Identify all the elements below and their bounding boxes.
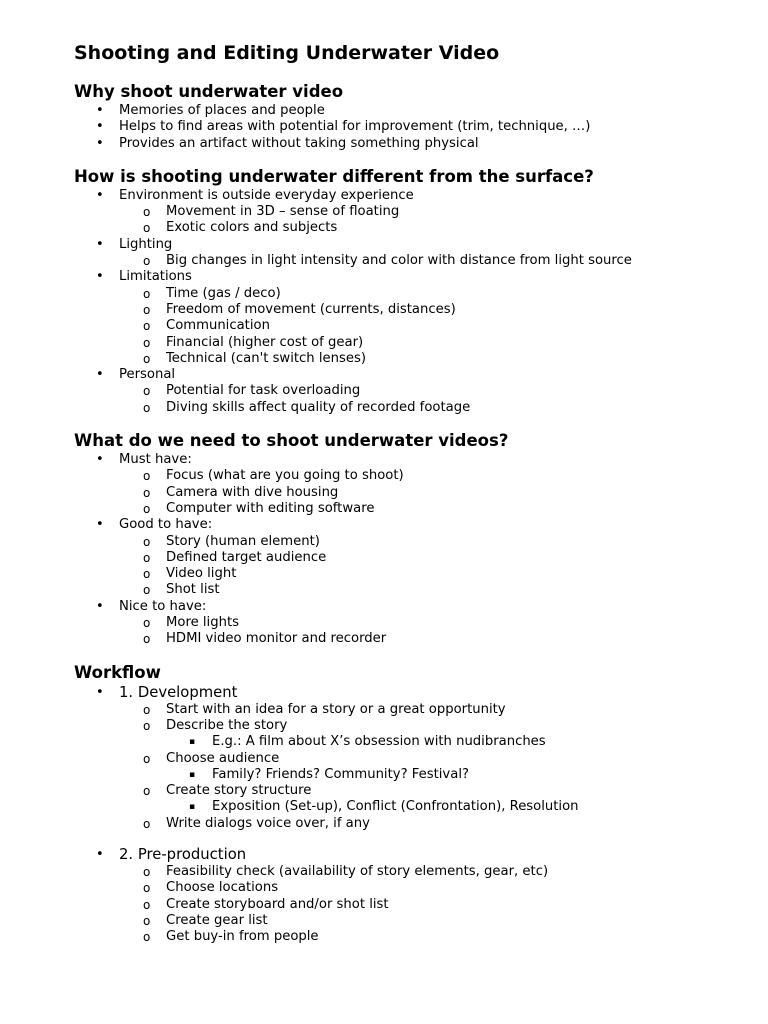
list-item: [74, 846, 744, 945]
list-item-text: Feasibility check (availability of story elements, gear, etc): [166, 863, 549, 879]
list-item-text: Start with an idea for a story or a great opportunity: [166, 701, 506, 717]
section: [74, 81, 744, 152]
circle-bullet-icon: o: [143, 319, 151, 334]
bullet-icon: •: [96, 367, 104, 383]
list-item-text: Movement in 3D – sense of floating: [166, 204, 400, 220]
circle-bullet-icon: o: [143, 485, 151, 500]
circle-bullet-icon: o: [143, 384, 151, 399]
spacer: [74, 832, 744, 846]
list-item: [74, 517, 744, 598]
bullet-icon: •: [96, 135, 104, 151]
list-item: [74, 103, 744, 119]
circle-bullet-icon: o: [143, 351, 151, 366]
list-item-text: Video light: [166, 566, 237, 582]
circle-bullet-icon: o: [143, 302, 151, 317]
circle-bullet-icon: o: [143, 718, 151, 733]
list-item-text: Write dialogs voice over, if any: [166, 815, 370, 831]
list-item: [74, 468, 744, 484]
list-item: [74, 702, 744, 718]
list-item: [74, 684, 744, 832]
list-item-text: Create gear list: [166, 912, 268, 928]
list-item-text: Limitations: [119, 269, 192, 285]
list-item-text: Diving skills affect quality of recorded footage: [166, 399, 471, 415]
circle-bullet-icon: o: [143, 534, 151, 549]
list-item-text: Create storyboard and/or shot list: [166, 896, 389, 912]
document-title: Shooting and Editing Underwater Video: [74, 42, 500, 64]
list-item: [74, 816, 744, 832]
circle-bullet-icon: o: [143, 784, 151, 799]
list-item: [74, 550, 744, 566]
list-item-text: Good to have:: [119, 517, 213, 533]
list-item: [74, 269, 744, 367]
list-item: [74, 351, 744, 367]
circle-bullet-icon: o: [143, 881, 151, 896]
list-item-text: Big changes in light intensity and color with distance from light source: [166, 253, 632, 269]
list-item: [74, 302, 744, 318]
circle-bullet-icon: o: [143, 864, 151, 879]
list-item: [74, 335, 744, 351]
bullet-icon: •: [96, 236, 104, 252]
list-item: [74, 913, 744, 929]
list-item: [74, 929, 744, 945]
list-item: [74, 631, 744, 647]
list-item: [74, 734, 744, 750]
list-item-text: Nice to have:: [119, 598, 207, 614]
list-item: [74, 367, 744, 416]
circle-bullet-icon: o: [143, 897, 151, 912]
square-bullet-icon: ▪: [189, 769, 196, 780]
list-item: [74, 286, 744, 302]
circle-bullet-icon: o: [143, 632, 151, 647]
circle-bullet-icon: o: [143, 254, 151, 269]
square-bullet-icon: ▪: [189, 737, 196, 748]
list-item-text: HDMI video monitor and recorder: [166, 631, 387, 647]
document-page: [74, 40, 744, 945]
circle-bullet-icon: o: [143, 221, 151, 236]
circle-bullet-icon: o: [143, 469, 151, 484]
circle-bullet-icon: o: [143, 913, 151, 928]
list-item: [74, 783, 744, 816]
list-item-text: Must have:: [119, 452, 192, 468]
list-item: [74, 485, 744, 501]
list-item: [74, 400, 744, 416]
list-item: [74, 237, 744, 270]
section: [74, 166, 744, 416]
list-item-text: Communication: [166, 318, 270, 334]
list-item: [74, 501, 744, 517]
circle-bullet-icon: o: [143, 930, 151, 945]
list-item-text: Helps to find areas with potential for improvement (trim, technique, …): [119, 119, 591, 135]
document-body: [74, 81, 744, 945]
list-item: [74, 534, 744, 550]
list-item: [74, 188, 744, 237]
circle-bullet-icon: o: [143, 567, 151, 582]
list-item: [74, 864, 744, 880]
circle-bullet-icon: o: [143, 286, 151, 301]
list-item-text: 1. Development: [119, 683, 238, 701]
list-item-text: Create story structure: [166, 783, 312, 799]
list-item-text: Lighting: [119, 236, 173, 252]
bullet-icon: •: [96, 452, 104, 468]
square-bullet-icon: ▪: [189, 802, 196, 813]
list-item-text: Computer with editing software: [166, 500, 375, 516]
list-item-text: Get buy-in from people: [166, 929, 319, 945]
circle-bullet-icon: o: [143, 205, 151, 220]
list-item: [74, 452, 744, 517]
circle-bullet-icon: o: [143, 616, 151, 631]
circle-bullet-icon: o: [143, 335, 151, 350]
list-item: [74, 318, 744, 334]
bullet-icon: •: [96, 269, 104, 285]
list-item-text: Family? Friends? Community? Festival?: [212, 766, 469, 782]
list-item-text: Personal: [119, 367, 176, 383]
list-item: [74, 897, 744, 913]
bullet-icon: •: [96, 598, 104, 614]
list-item: [74, 383, 744, 399]
list-item-text: Potential for task overloading: [166, 383, 361, 399]
list-item-text: Freedom of movement (currents, distances): [166, 301, 456, 317]
bullet-icon: •: [96, 119, 104, 135]
section-heading: What do we need to shoot underwater videos?: [74, 431, 509, 451]
list-item-text: Describe the story: [166, 717, 288, 733]
list-item: [74, 599, 744, 648]
list-item-text: Defined target audience: [166, 549, 327, 565]
list-item-text: Time (gas / deco): [166, 285, 281, 301]
bullet-icon: •: [96, 684, 104, 700]
circle-bullet-icon: o: [143, 550, 151, 565]
circle-bullet-icon: o: [143, 501, 151, 516]
list-item-text: Environment is outside everyday experience: [119, 187, 414, 203]
list-item: [74, 615, 744, 631]
list-item-text: More lights: [166, 615, 239, 631]
circle-bullet-icon: o: [143, 400, 151, 415]
circle-bullet-icon: o: [143, 702, 151, 717]
section: [74, 430, 744, 648]
list-item-text: Shot list: [166, 582, 220, 598]
list-item-text: Technical (can't switch lenses): [166, 350, 366, 366]
bullet-icon: •: [96, 187, 104, 203]
list-item: [74, 880, 744, 896]
section-heading: How is shooting underwater different from the surface?: [74, 166, 594, 186]
list-item-text: E.g.: A film about X’s obsession with nudibranches: [212, 734, 546, 750]
section-heading: Why shoot underwater video: [74, 82, 344, 101]
list-item: [74, 220, 744, 236]
list-item-text: Provides an artifact without taking something physical: [119, 135, 479, 151]
list-item-text: Focus (what are you going to shoot): [166, 468, 404, 484]
list-item: [74, 718, 744, 751]
list-item-text: Choose locations: [166, 880, 279, 896]
list-item: [74, 253, 744, 269]
list-item-text: Choose audience: [166, 750, 280, 766]
list-item-text: Memories of places and people: [119, 103, 325, 118]
list-item: [74, 767, 744, 783]
list-item: [74, 751, 744, 784]
list-item: [74, 119, 744, 135]
circle-bullet-icon: o: [143, 583, 151, 598]
list-item: [74, 582, 744, 598]
bullet-icon: •: [96, 517, 104, 533]
workflow-section: [74, 662, 744, 946]
circle-bullet-icon: o: [143, 816, 151, 831]
list-item-text: Camera with dive housing: [166, 484, 339, 500]
list-item-text: 2. Pre-production: [119, 845, 247, 863]
list-item-text: Story (human element): [166, 533, 320, 549]
list-item-text: Financial (higher cost of gear): [166, 334, 364, 350]
bullet-icon: •: [96, 103, 104, 118]
bullet-icon: •: [96, 846, 104, 862]
circle-bullet-icon: o: [143, 751, 151, 766]
section-heading: Workflow: [74, 662, 161, 682]
list-item: [74, 204, 744, 220]
list-item-text: Exotic colors and subjects: [166, 220, 338, 236]
list-item-text: Exposition (Set-up), Conflict (Confrontation), Resolution: [212, 799, 579, 815]
list-item: [74, 136, 744, 152]
list-item: [74, 799, 744, 815]
list-item: [74, 566, 744, 582]
